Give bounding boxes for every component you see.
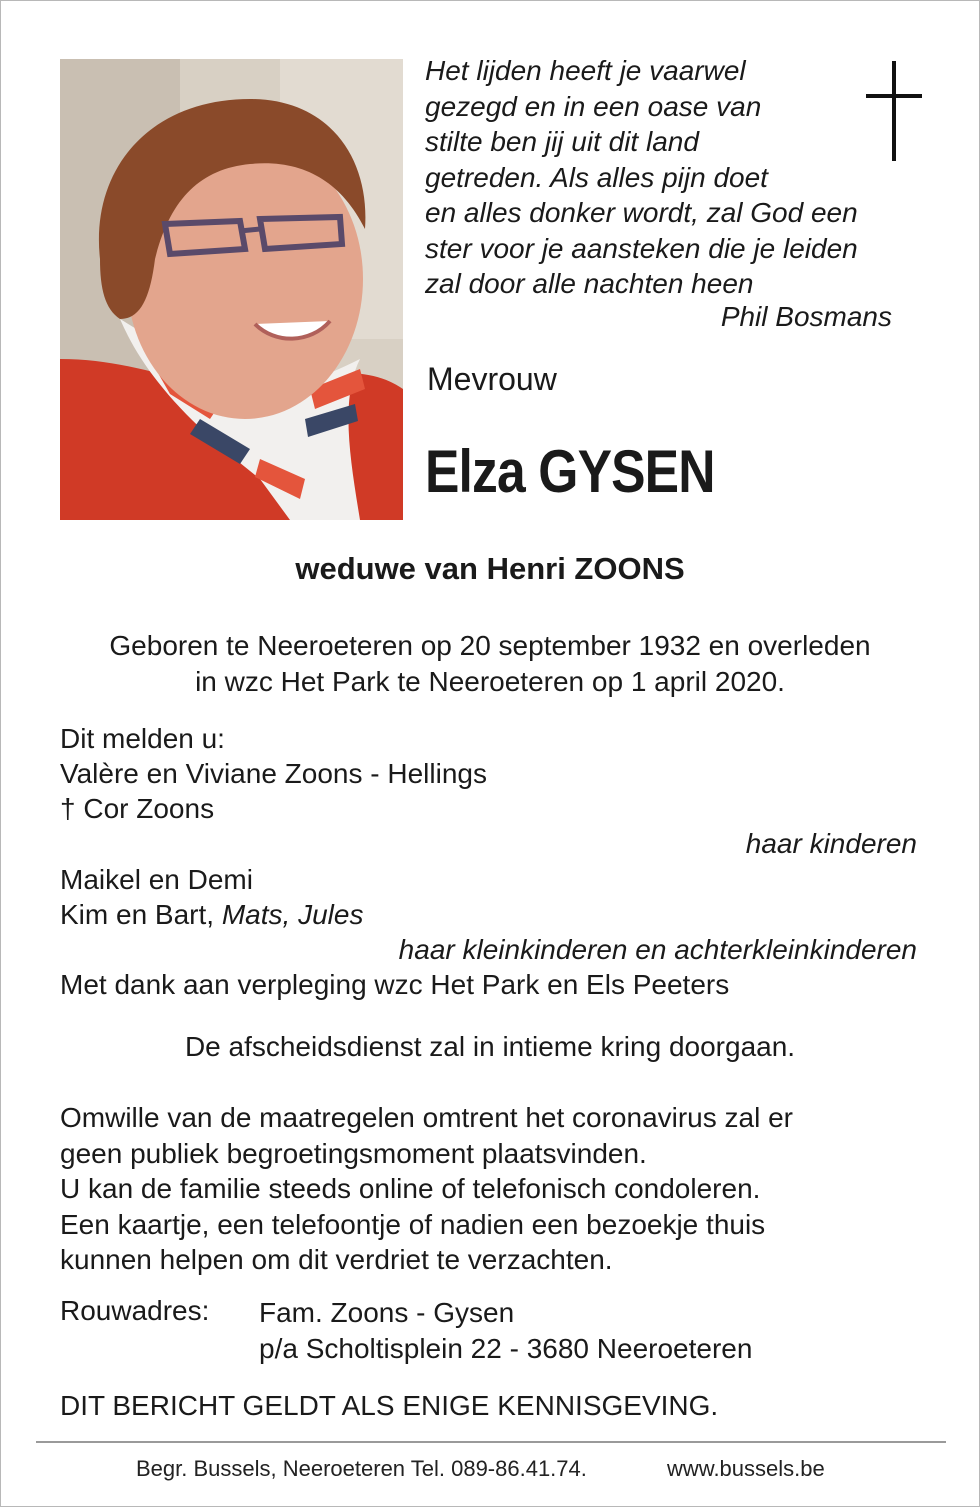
cross-icon	[863, 61, 925, 161]
poem-line: zal door alle nachten heen	[425, 268, 754, 299]
corona-line: kunnen helpen om dit verdriet te verzachten.	[60, 1244, 613, 1275]
address-label: Rouwadres:	[60, 1295, 210, 1326]
poem-line: stilte ben jij uit dit land	[425, 126, 699, 157]
poem-line: ster voor je aansteken die je leiden	[425, 232, 858, 264]
service-notice: De afscheidsdienst zal in intieme kring doorgaan.	[184, 1031, 796, 1062]
great-grandchild-names: Mats, Jules	[221, 899, 364, 930]
official-notice: DIT BERICHT GELDT ALS ENIGE KENNISGEVING.	[60, 1390, 719, 1421]
corona-line: U kan de familie steeds online of telefonisch condoleren.	[60, 1173, 761, 1204]
grandchildren-label: haar kleinkinderen en achterkleinkinderen	[398, 934, 917, 965]
mourning-address	[259, 1295, 752, 1367]
address-line: Fam. Zoons - Gysen	[259, 1297, 515, 1328]
corona-line: Een kaartje, een telefoontje of nadien een bezoekje thuis	[60, 1208, 766, 1240]
grandchild-entry	[60, 899, 363, 931]
poem-line: gezegd en in een oase van	[425, 90, 762, 122]
poem-line: Het lijden heeft je vaarwel	[425, 55, 746, 86]
widow-of: weduwe van Henri ZOONS	[295, 551, 685, 586]
poem-line: getreden. Als alles pijn doet	[425, 161, 768, 193]
corona-notice	[60, 1100, 793, 1278]
address-line: p/a Scholtisplein 22 - 3680 Neeroeteren	[259, 1333, 753, 1364]
child-entry: † Cor Zoons	[60, 793, 215, 824]
birth-death-line: Geboren te Neeroeteren op 20 september 1932 en overleden	[109, 630, 871, 661]
birth-death-details	[1, 628, 979, 700]
child-entry: Valère en Viviane Zoons - Hellings	[60, 758, 487, 789]
footer-divider	[36, 1441, 946, 1443]
corona-line: Omwille van de maatregelen omtrent het coronavirus zal er	[60, 1102, 794, 1133]
grandchild-names: Kim en Bart,	[60, 899, 222, 930]
salutation: Mevrouw	[427, 361, 557, 397]
funeral-home-contact: Begr. Bussels, Neeroeteren Tel. 089-86.41.74.	[136, 1456, 587, 1481]
children-label: haar kinderen	[745, 828, 917, 859]
thanks-line: Met dank aan verpleging wzc Het Park en Els Peeters	[60, 969, 730, 1000]
portrait-photo	[60, 59, 403, 520]
funeral-home-website[interactable]: www.bussels.be	[667, 1456, 825, 1481]
birth-death-line: in wzc Het Park te Neeroeteren op 1 april 2020.	[195, 666, 785, 697]
announcement-intro: Dit melden u:	[60, 723, 225, 754]
deceased-name: Elza GYSEN	[425, 438, 715, 505]
corona-line: geen publiek begroetingsmoment plaatsvinden.	[60, 1137, 647, 1169]
grandchild-entry: Maikel en Demi	[60, 864, 253, 895]
poem	[425, 53, 925, 302]
poem-line: en alles donker wordt, zal God een	[425, 197, 858, 228]
poem-author: Phil Bosmans	[720, 301, 892, 332]
